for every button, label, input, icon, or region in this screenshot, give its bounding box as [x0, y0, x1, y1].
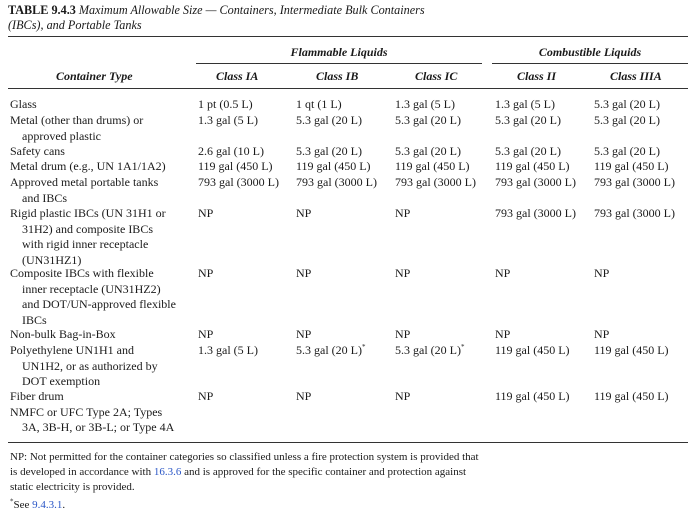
- footnote-mark: *: [361, 343, 366, 351]
- cell: 1 qt (1 L): [296, 97, 342, 111]
- top-rule: [8, 36, 688, 37]
- group-rule-combustible: [492, 63, 688, 64]
- cell: NP: [395, 206, 411, 220]
- col-header-class-ia: Class IA: [216, 69, 259, 83]
- cell: 793 gal (3000 L): [594, 206, 675, 220]
- cell: 119 gal (450 L): [594, 159, 669, 173]
- cell: 119 gal (450 L): [495, 343, 570, 357]
- col-header-class-iiia: Class IIIA: [610, 69, 662, 83]
- cell: 1.3 gal (5 L): [198, 343, 258, 357]
- cell: 1 pt (0.5 L): [198, 97, 253, 111]
- cell: 119 gal (450 L): [495, 159, 570, 173]
- cell: 119 gal (450 L): [495, 389, 570, 403]
- cell: 119 gal (450 L): [594, 389, 669, 403]
- note-see: *See 9.4.3.1.: [10, 497, 66, 511]
- cell: NP: [594, 266, 610, 280]
- cell: NP: [296, 327, 312, 341]
- cell: NP: [198, 389, 214, 403]
- cell: 793 gal (3000 L): [594, 175, 675, 189]
- table-title: [8, 3, 688, 33]
- table-row: Glass: [10, 97, 37, 111]
- cell: 119 gal (450 L): [198, 159, 273, 173]
- cell: 793 gal (3000 L): [296, 175, 377, 189]
- section-link-16-3-6[interactable]: 16.3.6: [153, 466, 182, 478]
- cell: 119 gal (450 L): [296, 159, 371, 173]
- cell: NP: [495, 266, 511, 280]
- table-title-line2: (IBCs), and Portable Tanks: [8, 18, 142, 32]
- cell: 119 gal (450 L): [594, 343, 669, 357]
- cell: 793 gal (3000 L): [495, 175, 576, 189]
- table-row: Safety cans: [10, 144, 65, 158]
- cell: NP: [296, 266, 312, 280]
- col-header-class-ii: Class II: [517, 69, 557, 83]
- cell: 793 gal (3000 L): [198, 175, 279, 189]
- table-row: Approved metal portable tanks and IBCs: [10, 175, 159, 205]
- bottom-rule: [8, 442, 688, 443]
- group-rule-flammable: [196, 63, 482, 64]
- cell: 5.3 gal (20 L): [395, 144, 461, 158]
- cell: 1.3 gal (5 L): [495, 97, 555, 111]
- table-row: Composite IBCs with flexible inner receptacle (UN31HZ2) and DOT/UN-approved flexible IBCs: [10, 266, 176, 327]
- cell: NP: [198, 266, 214, 280]
- table-row: Polyethylene UN1H1 and UN1H2, or as authorized by DOT exemption: [10, 343, 158, 388]
- cell: 5.3 gal (20 L)*: [395, 343, 465, 357]
- cell: 119 gal (450 L): [395, 159, 470, 173]
- group-header-flammable: Flammable Liquids: [290, 45, 388, 59]
- table-row: Rigid plastic IBCs (UN 31H1 or 31H2) and composite IBCs with rigid inner receptacle (UN31HZ1): [10, 206, 166, 267]
- cell: NP: [594, 327, 610, 341]
- cell: NP: [198, 327, 214, 341]
- cell: NP: [296, 389, 312, 403]
- cell: 2.6 gal (10 L): [198, 144, 264, 158]
- cell: 793 gal (3000 L): [395, 175, 476, 189]
- cell: 793 gal (3000 L): [495, 206, 576, 220]
- table-row: Metal drum (e.g., UN 1A1/1A2): [10, 159, 166, 173]
- cell: 5.3 gal (20 L): [296, 113, 362, 127]
- header-rule: [8, 88, 688, 89]
- cell: NP: [395, 266, 411, 280]
- col-header-class-ib: Class IB: [316, 69, 359, 83]
- group-header-combustible: Combustible Liquids: [538, 45, 642, 59]
- note-np-line2: is developed in accordance with 16.3.6 and is approved for the specific container and protection against: [10, 466, 467, 478]
- cell: NP: [395, 327, 411, 341]
- cell: 5.3 gal (20 L): [594, 113, 660, 127]
- note-np-line3: static electricity is provided.: [10, 481, 135, 493]
- table-label: TABLE 9.4.3: [8, 3, 76, 17]
- col-header-container-type: Container Type: [56, 69, 133, 83]
- note-np-line1: NP: Not permitted for the container categories so classified unless a fire protection system is provided that: [10, 451, 479, 463]
- cell: 1.3 gal (5 L): [395, 97, 455, 111]
- col-header-class-ic: Class IC: [415, 69, 458, 83]
- cell: 5.3 gal (20 L): [495, 113, 561, 127]
- cell: 5.3 gal (20 L): [594, 144, 660, 158]
- cell: 5.3 gal (20 L): [594, 97, 660, 111]
- table-notes: [10, 450, 479, 513]
- cell: 5.3 gal (20 L): [395, 113, 461, 127]
- cell: NP: [395, 389, 411, 403]
- table-row: Fiber drum NMFC or UFC Type 2A; Types 3A, 3B-H, or 3B-L; or Type 4A: [10, 389, 175, 434]
- table-row: Non-bulk Bag-in-Box: [10, 327, 116, 341]
- cell: NP: [495, 327, 511, 341]
- footnote-mark: *: [460, 343, 465, 351]
- cell: 5.3 gal (20 L): [495, 144, 561, 158]
- cell: NP: [198, 206, 214, 220]
- table-title-line1: Maximum Allowable Size — Containers, Intermediate Bulk Containers: [78, 3, 425, 17]
- section-link-9-4-3-1[interactable]: 9.4.3.1: [32, 499, 63, 511]
- table-row: Metal (other than drums) or approved plastic: [10, 113, 144, 143]
- cell: NP: [296, 206, 312, 220]
- cell: 5.3 gal (20 L): [296, 144, 362, 158]
- cell: 1.3 gal (5 L): [198, 113, 258, 127]
- cell: 5.3 gal (20 L)*: [296, 343, 366, 357]
